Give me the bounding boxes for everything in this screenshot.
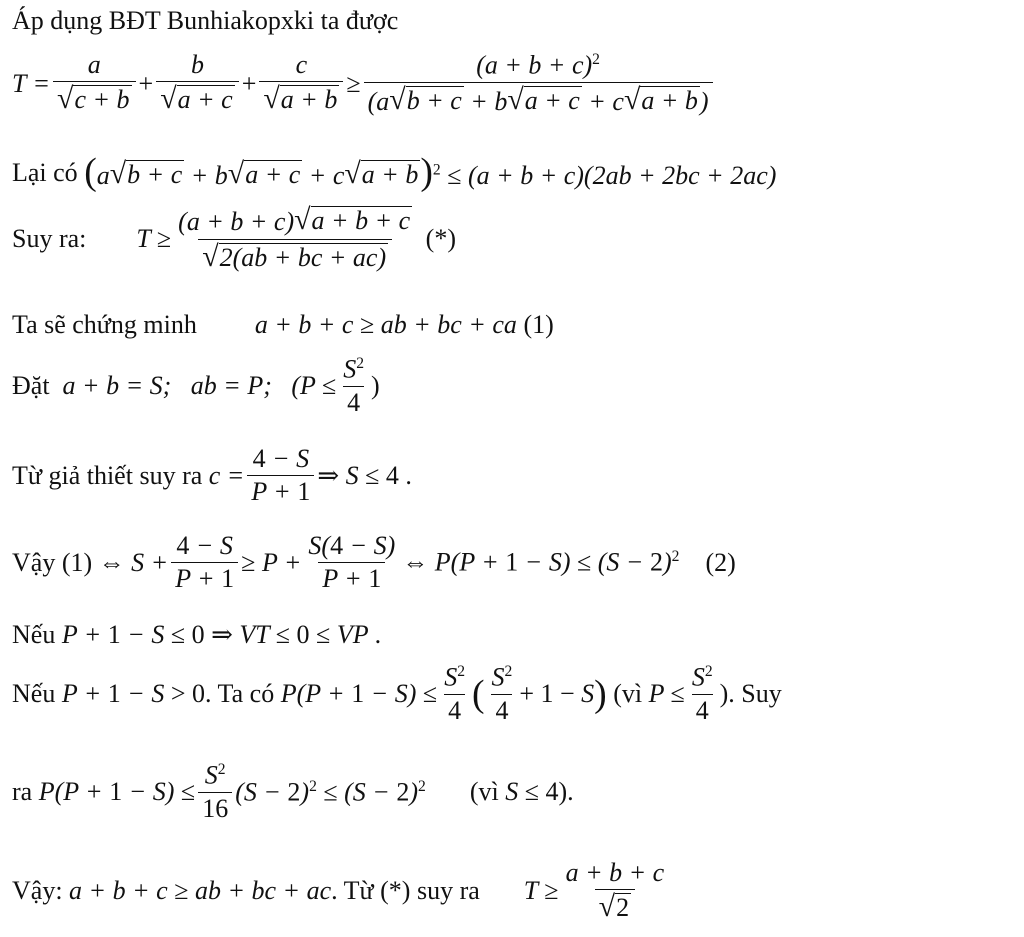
set-label: Đặt [12, 370, 50, 400]
case2-taco: . Ta có [205, 678, 275, 708]
assumption-label: Từ giả thiết suy ra [12, 460, 203, 490]
suy-ra-label: Suy ra: [12, 224, 87, 254]
assumption-line: Từ giả thiết suy ra c = $\frac{4 - S}{P + 1}$ ⇒ S ≤ 4 . [12, 444, 412, 506]
intro-text: Áp dụng BĐT Bunhiakopxki ta được [12, 6, 399, 35]
equivalence-label: Vậy (1) [12, 547, 93, 577]
case1-line: Nếu P + 1 − S ≤ 0 ⇒ VT ≤ 0 ≤ VP . [12, 620, 382, 649]
case2-vi: (vì [613, 678, 643, 708]
conclude-line: ra P(P + 1 − S) ≤ $\frac{S^2}{16}$ $(S - 2)^2 \le (S - 2)^2$ (vì S ≤ 4 ). [12, 760, 574, 823]
tag-1: (1) [523, 310, 554, 339]
cauchy-lead: Lại có [12, 158, 78, 188]
final-line: Vậy: a + b + c ≥ ab + bc + ac . Từ (*) suy ra T ≥ a + b + c √ 2 [12, 858, 665, 923]
case1-label: Nếu [12, 620, 56, 649]
suy-ra-line: Suy ra: T ≥ (a + b + c) √ a + b + c √ 2(ab + bc + ac) (*) [12, 203, 456, 273]
final-label: Vậy: [12, 876, 63, 906]
conclude-vi: (vì [469, 776, 499, 806]
intro-line [12, 8, 398, 34]
star-tag: (*) [425, 224, 456, 254]
inequality-T: T = a √ c + b + b √ a + c + c √ a + b ≥ $(a + b + c)^2$ (a √ b + c + b √ a + c + c √ a + b ) [12, 52, 716, 116]
set-line: Đặt a + b = S; ab = P; (P ≤ $\frac{S^2}{4}$ ) [12, 354, 380, 417]
tag-2: (2) [705, 547, 736, 577]
prove-line: Ta sẽ chứng minh a + b + c ≥ ab + bc + ca (1) [12, 310, 554, 339]
equivalence-line: Vậy (1) ⇔ S + $\frac{4 - S}{P + 1}$ ≥ P + $\frac{S(4 - S)}{P + 1}$ ⇔ $P(P + 1 - S) \le (S - 2)^2$ (2) [12, 531, 736, 593]
conclude-ra: ra [12, 776, 33, 806]
case2-label: Nếu [12, 678, 56, 708]
prove-label: Ta sẽ chứng minh [12, 310, 197, 339]
case2-suy: ). Suy [719, 678, 782, 708]
conclude-end: ). [558, 776, 574, 806]
case2-line: Nếu P + 1 − S > 0 . Ta có P(P + 1 − S) ≤ $\frac{S^2}{4}$ ( $\frac{S^2}{4}$ + 1 − S ) (vì P ≤ $\frac{S^2}{4}$ ). Suy [12, 662, 782, 725]
cauchy-line: Lại có (a √ b + c + b √ a + c + c √ a + b )$^2$ ≤ (a + b + c)(2ab + 2bc + 2ac) [12, 151, 777, 193]
final-from-star: . Từ (*) suy ra [331, 876, 480, 906]
